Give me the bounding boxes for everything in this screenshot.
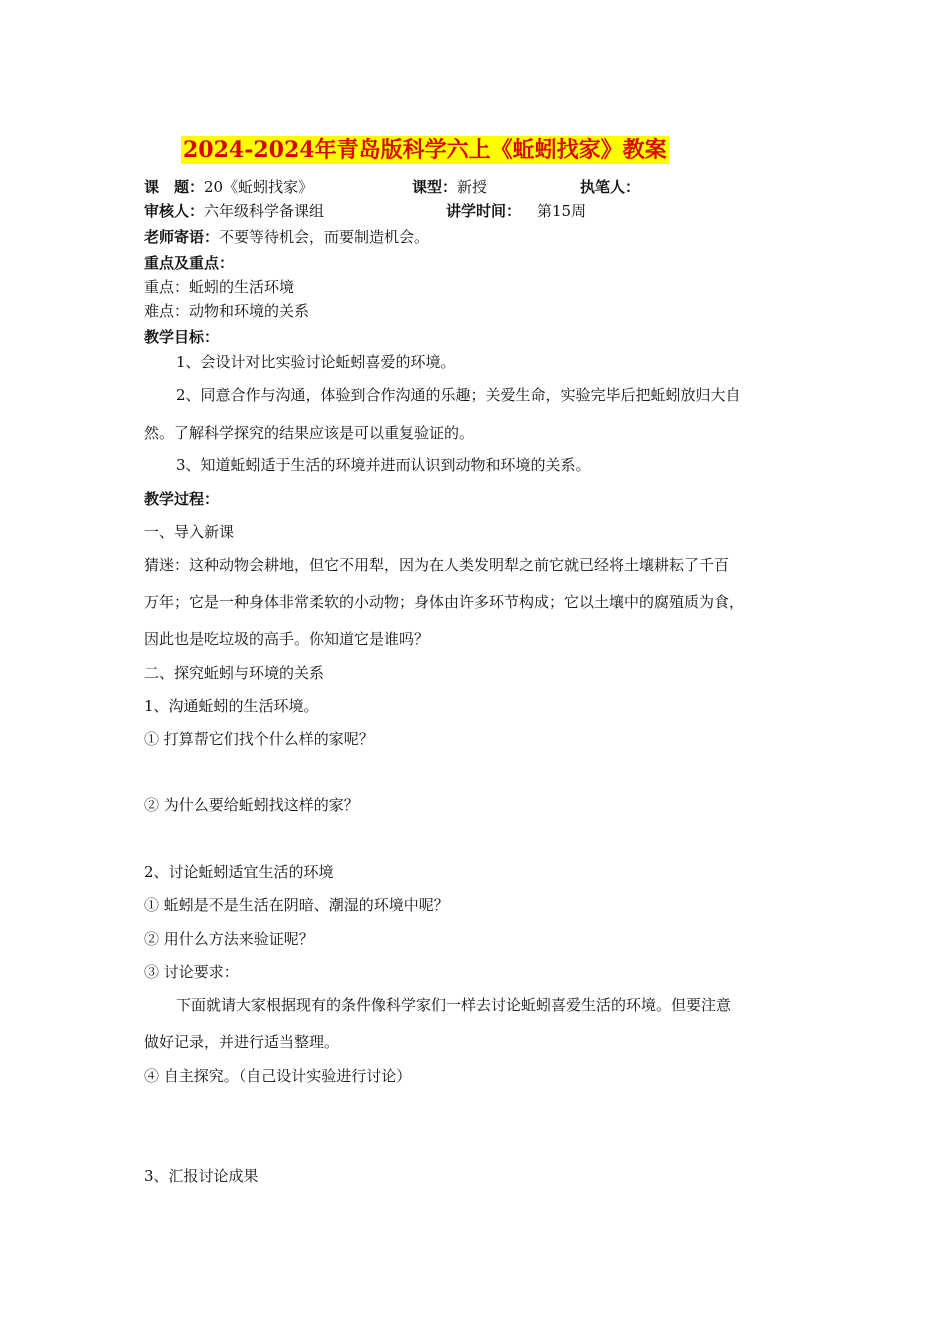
point-1a: ① 打算帮它们找个什么样的家呢？ xyxy=(144,730,374,748)
riddle-line-2: 万年；它是一种身体非常柔软的小动物；身体由许多环节构成；它以土壤中的腐殖质为食， xyxy=(144,593,745,611)
point-2c-line-2: 做好记录，并进行适当整理。 xyxy=(144,1033,340,1051)
time-row xyxy=(446,201,586,221)
section-1: 一、导入新课 xyxy=(144,523,235,541)
point-1: 1、沟通蚯蚓的生活环境。 xyxy=(144,697,319,715)
goal-3: 3、知道蚯蚓适于生活的环境并进而认识到动物和环境的关系。 xyxy=(176,456,591,474)
point-2c: ③ 讨论要求： xyxy=(144,963,239,981)
focus-heading: 重点及重点： xyxy=(144,254,235,272)
motto-value: 不要等待机会，而要制造机会。 xyxy=(219,228,430,246)
goals-heading: 教学目标： xyxy=(144,328,220,346)
goal-1: 1、会设计对比实验讨论蚯蚓喜爱的环境。 xyxy=(176,353,456,371)
reviewer-row xyxy=(144,201,324,221)
goal-2-line-1: 2、同意合作与沟通，体验到合作沟通的乐趣；关爱生命，实验完毕后把蚯蚓放归大自 xyxy=(176,386,741,404)
focus-key: 重点：蚯蚓的生活环境 xyxy=(144,278,295,296)
focus-difficult: 难点：动物和环境的关系 xyxy=(144,302,310,320)
type-row xyxy=(412,177,487,197)
point-2: 2、讨论蚯蚓适宜生活的环境 xyxy=(144,863,334,881)
point-1b: ② 为什么要给蚯蚓找这样的家？ xyxy=(144,796,359,814)
document-title: 2024-2024年青岛版科学六上《蚯蚓找家》教案 xyxy=(183,137,667,163)
riddle-line-3: 因此也是吃垃圾的高手。你知道它是谁吗？ xyxy=(144,630,430,648)
motto-row xyxy=(144,227,429,247)
lesson-row xyxy=(144,177,313,197)
reviewer-label: 审核人： xyxy=(144,202,205,220)
lesson-value: 20《蚯蚓找家》 xyxy=(204,178,314,196)
point-2d: ④ 自主探究。（自己设计实验进行讨论） xyxy=(144,1067,412,1085)
point-2a: ① 蚯蚓是不是生活在阴暗、潮湿的环境中呢？ xyxy=(144,896,449,914)
process-heading: 教学过程： xyxy=(144,490,220,508)
time-value: 第15周 xyxy=(537,202,587,220)
type-label: 课型： xyxy=(412,178,458,196)
author-label: 执笔人： xyxy=(580,178,641,196)
point-2c-line-1: 下面就请大家根据现有的条件像科学家们一样去讨论蚯蚓喜爱生活的环境。但要注意 xyxy=(176,996,732,1014)
riddle-line-1: 猜迷：这种动物会耕地，但它不用犁，因为在人类发明犁之前它就已经将土壤耕耘了千百 xyxy=(144,556,730,574)
section-2: 二、探究蚯蚓与环境的关系 xyxy=(144,664,325,682)
motto-label: 老师寄语： xyxy=(144,228,220,246)
point-2b: ② 用什么方法来验证呢？ xyxy=(144,930,314,948)
time-label: 讲学时间： xyxy=(446,202,522,220)
lesson-label: 课 题： xyxy=(144,178,205,196)
point-3: 3、汇报讨论成果 xyxy=(144,1167,259,1185)
type-value: 新授 xyxy=(457,178,488,196)
goal-2-line-2: 然。了解科学探究的结果应该是可以重复验证的。 xyxy=(144,424,475,442)
reviewer-value: 六年级科学备课组 xyxy=(204,202,325,220)
